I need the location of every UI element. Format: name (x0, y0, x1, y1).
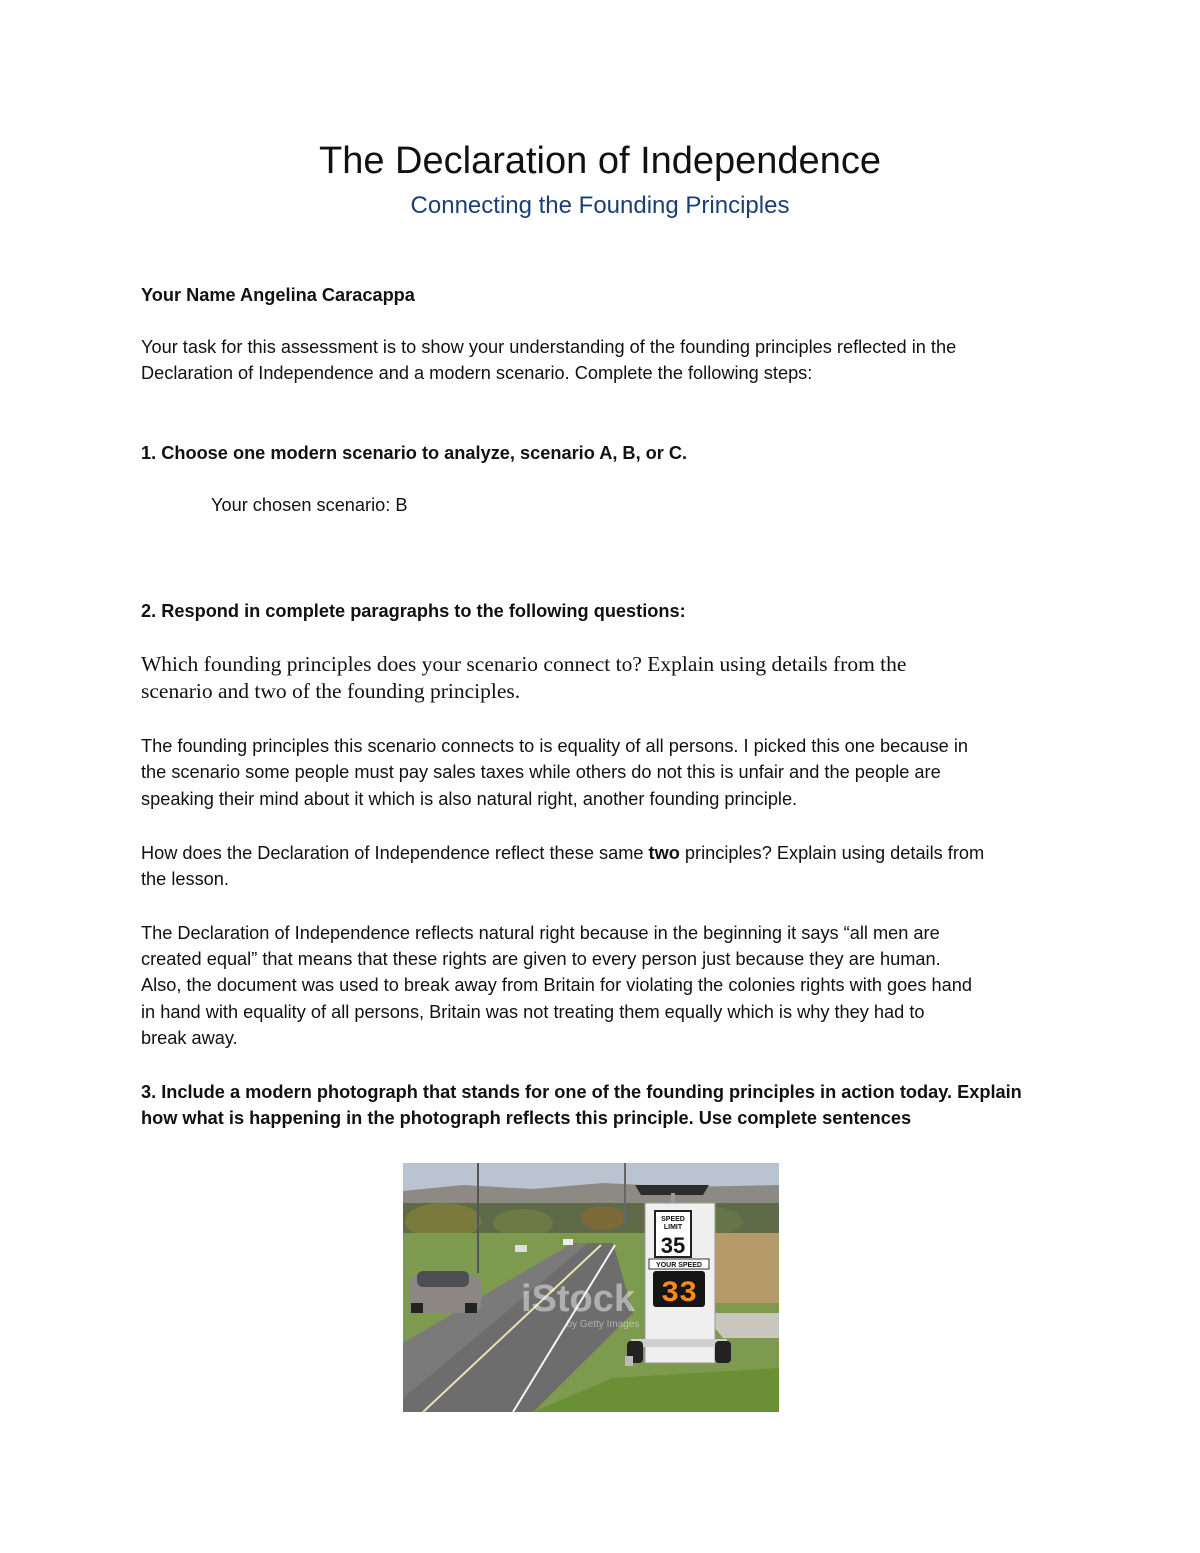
document-subtitle: Connecting the Founding Principles (410, 192, 790, 219)
answer2-line-3: Also, the document was used to break away from Britain for violating the colonies rights with goes hand (141, 975, 973, 995)
radar-display-value: 33 (660, 1277, 698, 1311)
sign-speed-limit-value: 35 (660, 1233, 686, 1258)
sign-word-speed: SPEED (661, 1216, 685, 1223)
answer2-line-2: created equal” that means that these rights are given to every person just because they are human. (141, 949, 941, 969)
answer1-line-2: the scenario some people must pay sales taxes while others do not this is unfair and the people are (141, 762, 941, 782)
student-name-line: Your Name Angelina Caracappa (141, 285, 415, 305)
question2-text-after: principles? Explain using details from (679, 843, 985, 863)
answer2-line-5: break away. (141, 1028, 238, 1048)
intro-line-2: Declaration of Independence and a modern scenario. Complete the following steps: (141, 363, 813, 383)
answer2-line-4: in hand with equality of all persons, Britain was not treating them equally which is why they had to (141, 1002, 925, 1022)
answer1-line-1: The founding principles this scenario connects to is equality of all persons. I picked this one because in (141, 736, 968, 756)
step1-heading: 1. Choose one modern scenario to analyze, scenario A, B, or C. (141, 443, 688, 463)
intro-line-1: Your task for this assessment is to show your understanding of the founding principles reflected in the (141, 337, 957, 357)
question2-line-1 (141, 840, 984, 867)
question2-text-before: How does the Declaration of Independence reflect these same (141, 843, 649, 863)
sign-word-limit: LIMIT (663, 1224, 683, 1231)
answer1-line-3: speaking their mind about it which is also natural right, another founding principle. (141, 789, 798, 809)
step2-heading: 2. Respond in complete paragraphs to the following questions: (141, 601, 686, 621)
question2-emphasis: two (648, 843, 680, 863)
document-title: The Declaration of Independence (319, 140, 881, 182)
question2-line-2: the lesson. (141, 869, 229, 889)
answer2-line-1: The Declaration of Independence reflects natural right because in the beginning it says “all men are (141, 923, 940, 943)
photo-watermark-sub: by Getty Images (566, 1319, 640, 1330)
photo-watermark: iStock (520, 1278, 636, 1320)
step3-heading-line-1: 3. Include a modern photograph that stands for one of the founding principles in action today. Explain (141, 1082, 1022, 1102)
question1-line-1: Which founding principles does your scenario connect to? Explain using details from the (141, 652, 907, 676)
step3-heading-line-2: how what is happening in the photograph reflects this principle. Use complete sentences (141, 1108, 912, 1128)
sign-your-speed-label: YOUR SPEED (656, 1262, 702, 1269)
question1-line-2: scenario and two of the founding principles. (141, 679, 521, 703)
speed-sign-photo (403, 1163, 779, 1412)
chosen-scenario: Your chosen scenario: B (211, 495, 408, 515)
